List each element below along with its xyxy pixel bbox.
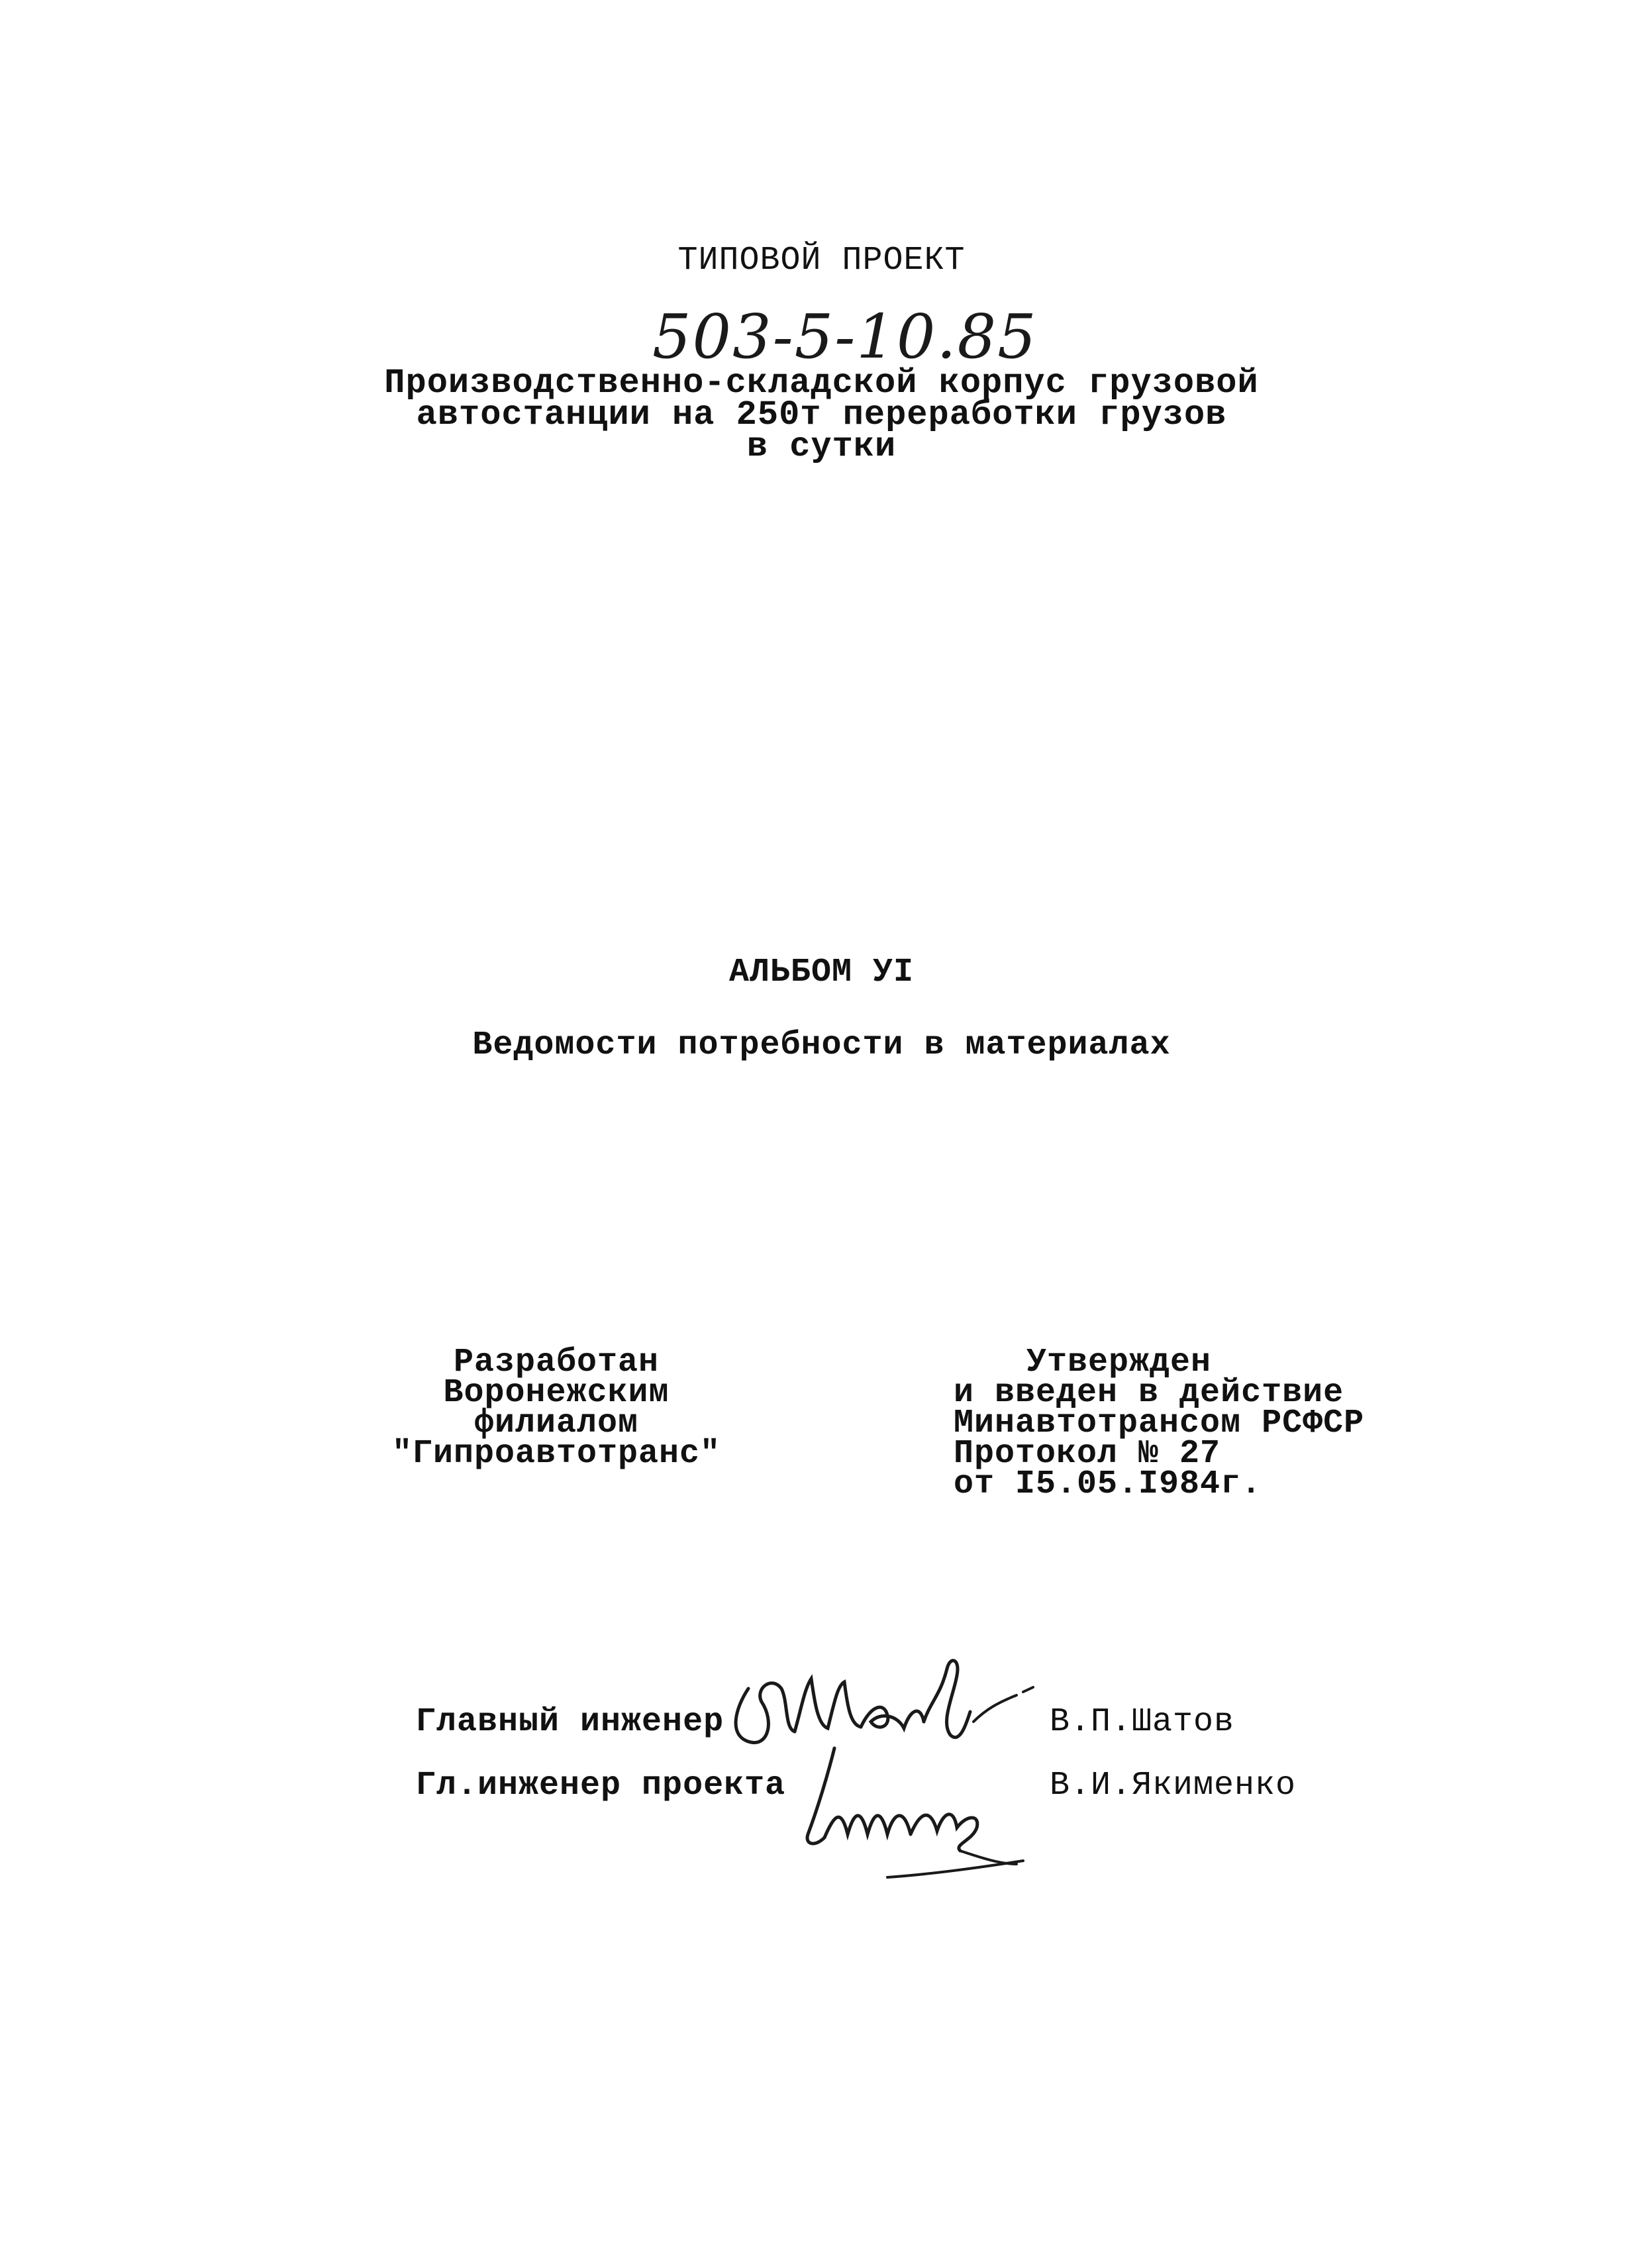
approval-block <box>954 1344 1365 1503</box>
chief-engineer-label: Главный инженер <box>416 1703 724 1741</box>
developed-line-2: Воронежским филиалом <box>443 1374 670 1442</box>
project-title-line-3: в сутки <box>746 427 897 466</box>
approval-line-5: от I5.05.I984г. <box>954 1465 1262 1503</box>
project-title-line-1: Производственно-складской корпус грузовой <box>384 364 1259 403</box>
developed-line-1: Разработан <box>453 1344 660 1381</box>
developed-line-3: "Гипроавтотранс" <box>391 1435 721 1473</box>
project-engineer-signature <box>788 1735 1040 1887</box>
project-number: 503-5-10.85 <box>652 301 1038 372</box>
developed-by-block <box>358 1344 755 1473</box>
approval-line-1: Утвержден <box>1026 1344 1212 1381</box>
approval-line-4: Протокол № 27 <box>954 1435 1221 1473</box>
approval-line-2: и введен в действие <box>954 1374 1344 1412</box>
project-engineer-name: В.И.Якименко <box>1050 1767 1297 1804</box>
album-heading: АЛЬБОМ УI <box>728 954 915 991</box>
approval-line-3: Минавтотрансом РСФСР <box>954 1405 1365 1442</box>
project-title-line-2: автостанции на 250т переработки грузов <box>416 395 1227 434</box>
document-type-heading: ТИПОВОЙ ПРОЕКТ <box>677 242 966 279</box>
album-subtitle: Ведомости потребности в материалах <box>472 1026 1171 1064</box>
chief-engineer-name: В.П.Шатов <box>1050 1703 1235 1741</box>
project-engineer-label: Гл.инженер проекта <box>416 1767 786 1804</box>
project-title <box>0 364 1643 466</box>
